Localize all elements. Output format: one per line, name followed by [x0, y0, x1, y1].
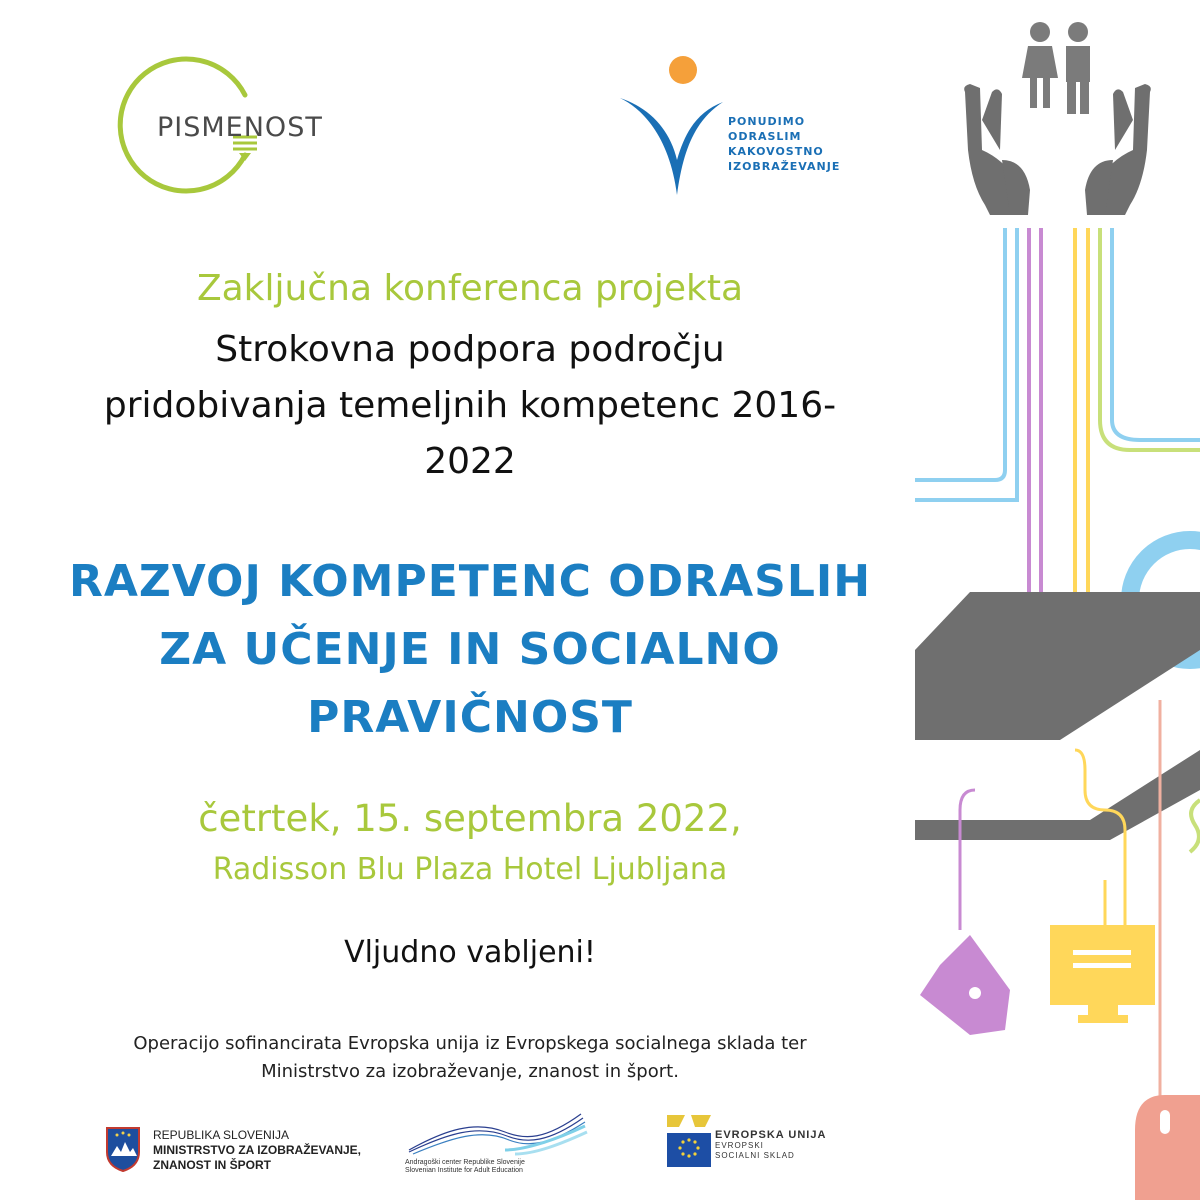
ministry-line: MINISTRSTVO ZA IZOBRAŽEVANJE,: [153, 1143, 362, 1157]
monitor-icon: [1050, 925, 1155, 1023]
project-name: [40, 322, 900, 490]
eu-text: [715, 1129, 826, 1161]
acs-line: Andragoški center Republike Slovenije: [405, 1159, 525, 1166]
ministry-text: [153, 1128, 361, 1173]
people-icon: [1022, 22, 1090, 114]
ponudimo-logo: [615, 50, 845, 200]
invitation-text: Vljudno vabljeni!: [344, 935, 596, 970]
platform-shape: [915, 592, 1200, 840]
conference-title: [40, 548, 900, 752]
pismenost-logo: [115, 55, 355, 195]
eu-flag-icon: [665, 1115, 713, 1171]
eu-line: EVROPSKI: [715, 1141, 764, 1150]
acs-waves-icon: [405, 1110, 595, 1158]
funding-note-line: Ministrstvo za izobraževanje, znanost in šport.: [261, 1061, 679, 1082]
pismenost-wordmark: PISMENOST: [157, 112, 323, 143]
ponudimo-tagline: [728, 114, 840, 174]
eu-line: SOCIALNI SKLAD: [715, 1151, 795, 1160]
ministry-line: ZNANOST IN ŠPORT: [153, 1158, 272, 1172]
project-name-line: pridobivanja temeljnih kompetenc 2016-: [103, 385, 837, 426]
project-name-line: Strokovna podpora področju: [215, 329, 725, 370]
event-date: četrtek, 15. septembra 2022,: [198, 797, 742, 840]
eu-line: EVROPSKA UNIJA: [715, 1129, 827, 1141]
ponudimo-line: IZOBRAŽEVANJE: [728, 160, 841, 173]
eu-logo: [665, 1115, 855, 1175]
ponudimo-line: KAKOVOSTNO: [728, 145, 824, 158]
decorative-illustration: [910, 0, 1200, 1200]
pen-nib-icon: [920, 935, 1010, 1035]
acs-line: Slovenian Institute for Adult Education: [405, 1167, 523, 1174]
ministry-logo: [105, 1120, 375, 1180]
project-name-line: 2022: [424, 441, 516, 482]
ponudimo-swoosh-icon: [615, 50, 730, 200]
acs-logo: [405, 1110, 595, 1180]
conference-title-line: ZA UČENJE IN SOCIALNO: [159, 624, 781, 675]
squiggle-shape: [1190, 800, 1200, 852]
funding-note-line: Operacijo sofinancirata Evropska unija iz Evropskega socialnega sklada ter: [133, 1033, 807, 1054]
ponudimo-line: ODRASLIM: [728, 130, 802, 143]
funding-note: [40, 1030, 900, 1086]
acs-caption: [405, 1159, 525, 1175]
mouse-icon: [1135, 1095, 1200, 1200]
lower-wires: [960, 700, 1160, 1100]
ponudimo-line: PONUDIMO: [728, 115, 806, 128]
hands-icon: [964, 84, 1151, 215]
ministry-line: REPUBLIKA SLOVENIJA: [153, 1128, 290, 1142]
conference-title-line: RAZVOJ KOMPETENC ODRASLIH: [68, 556, 872, 607]
conference-title-line: PRAVIČNOST: [307, 692, 633, 743]
conference-subtitle: Zaključna konferenca projekta: [196, 268, 744, 309]
slovenia-crest-icon: [105, 1126, 141, 1172]
event-venue: Radisson Blu Plaza Hotel Ljubljana: [212, 852, 728, 887]
